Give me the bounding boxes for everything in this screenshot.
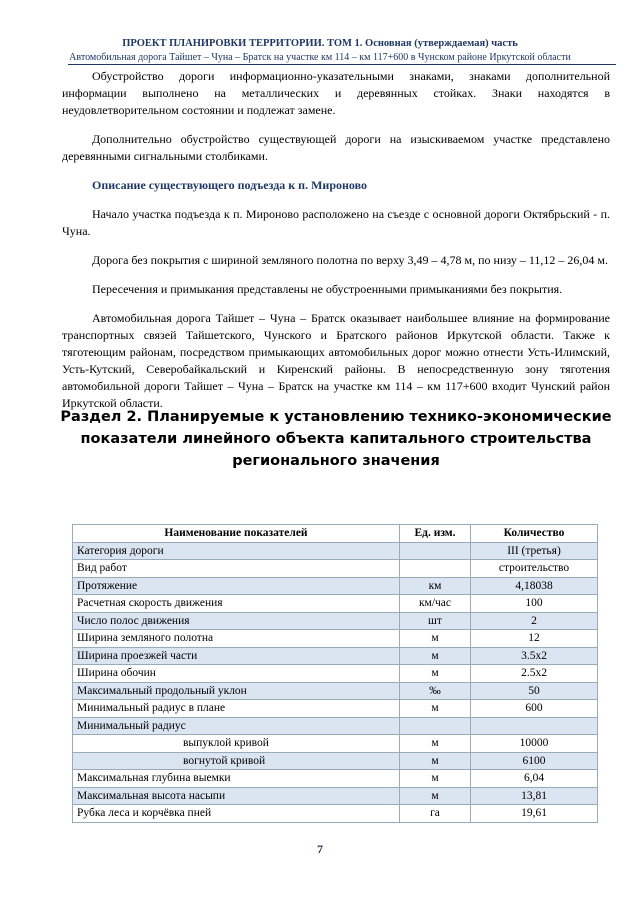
cell-unit: ‰ xyxy=(400,682,471,700)
col-header-qty: Количество xyxy=(471,525,598,543)
cell-qty: 100 xyxy=(471,595,598,613)
cell-unit: м xyxy=(400,735,471,753)
table-row xyxy=(73,647,598,665)
cell-name: Ширина проезжей части xyxy=(73,647,400,665)
section-heading-line2: показатели линейного объекта капитального строительства xyxy=(80,431,592,447)
paragraph-crossings: Пересечения и примыкания представлены не обустроенными примыканиями без покрытия. xyxy=(92,282,563,296)
cell-qty: 12 xyxy=(471,630,598,648)
cell-unit: м xyxy=(400,787,471,805)
cell-name: Максимальный продольный уклон xyxy=(73,682,400,700)
paragraph-posts: Дополнительно обустройство существующей дороги на изыскиваемом участке представлено деревянными сигнальными столбиками. xyxy=(62,132,610,163)
table-row xyxy=(73,700,598,718)
cell-unit xyxy=(400,542,471,560)
cell-name: Протяжение xyxy=(73,577,400,595)
cell-name: Минимальный радиус xyxy=(73,717,400,735)
cell-unit: м xyxy=(400,647,471,665)
cell-name: Рубка леса и корчёвка пней xyxy=(73,805,400,823)
indicators-table xyxy=(72,524,598,823)
cell-qty: 4,18038 xyxy=(471,577,598,595)
running-header-subtitle: Автомобильная дорога Тайшет – Чуна – Братск на участке км 114 – км 117+600 в Чунском районе Иркутской области xyxy=(69,52,571,63)
table-row xyxy=(73,805,598,823)
paragraph-start: Начало участка подъезда к п. Мироново расположено на съезде с основной дороги Октябрьский - п. Чуна. xyxy=(62,207,610,238)
running-header-title: ПРОЕКТ ПЛАНИРОВКИ ТЕРРИТОРИИ. ТОМ 1. Основная (утверждаемая) часть xyxy=(122,38,518,49)
table-row xyxy=(73,682,598,700)
cell-name: Число полос движения xyxy=(73,612,400,630)
section-heading-line1: Раздел 2. Планируемые к установлению технико-экономические xyxy=(60,409,612,425)
table-row xyxy=(73,577,598,595)
cell-qty: 50 xyxy=(471,682,598,700)
table-row xyxy=(73,735,598,753)
cell-name: Ширина земляного полотна xyxy=(73,630,400,648)
header-divider xyxy=(68,64,616,65)
table-row xyxy=(73,542,598,560)
table-header-row xyxy=(73,525,598,543)
paragraph-influence: Автомобильная дорога Тайшет – Чуна – Братск оказывает наибольшее влияние на формирование транспортных связей Тайшетского, Чунского и Братского районов Иркутской области. Также к тяготеющим районам, посредством примыкающих автомобильных дорог можно отнести Усть-Илимский, Усть-Кутский, Северобайкальский и Киренский районы. В непосредственную зону тяготения автомобильной дороги Тайшет – Чуна – Братск на участке км 114 – км 117+600 входит Чунский район Иркутской области. xyxy=(62,311,610,410)
paragraph-road-width: Дорога без покрытия с шириной земляного полотна по верху 3,49 – 4,78 м, по низу – 11,12 – 26,04 м. xyxy=(92,253,609,267)
cell-unit: шт xyxy=(400,612,471,630)
cell-unit: м xyxy=(400,770,471,788)
cell-unit: м xyxy=(400,630,471,648)
cell-qty: III (третья) xyxy=(471,542,598,560)
cell-unit xyxy=(400,560,471,578)
cell-unit: м xyxy=(400,665,471,683)
cell-name: Вид работ xyxy=(73,560,400,578)
cell-qty: 19,61 xyxy=(471,805,598,823)
cell-qty: 3.5х2 xyxy=(471,647,598,665)
table-row xyxy=(73,717,598,735)
subheading-mironovo: Описание существующего подъезда к п. Мироново xyxy=(92,178,368,192)
cell-name: Максимальная глубина выемки xyxy=(73,770,400,788)
table-row xyxy=(73,787,598,805)
table-row xyxy=(73,770,598,788)
paragraph-signs: Обустройство дороги информационно-указательными знаками, знаками дополнительной информации выполнено на металлических и деревянных стойках. Знаки находятся в неудовлетворительном состоянии и подлежат замене. xyxy=(62,69,610,117)
table-row xyxy=(73,560,598,578)
cell-qty: 10000 xyxy=(471,735,598,753)
cell-qty: строительство xyxy=(471,560,598,578)
cell-unit: км/час xyxy=(400,595,471,613)
cell-unit: м xyxy=(400,752,471,770)
cell-name: Категория дороги xyxy=(73,542,400,560)
cell-unit: га xyxy=(400,805,471,823)
table-row xyxy=(73,595,598,613)
cell-unit: км xyxy=(400,577,471,595)
cell-qty: 13,81 xyxy=(471,787,598,805)
table-row xyxy=(73,665,598,683)
table-row xyxy=(73,612,598,630)
cell-name: вогнутой кривой xyxy=(73,752,400,770)
col-header-name: Наименование показателей xyxy=(73,525,400,543)
cell-qty: 2.5х2 xyxy=(471,665,598,683)
cell-unit: м xyxy=(400,700,471,718)
cell-qty: 600 xyxy=(471,700,598,718)
cell-name: выпуклой кривой xyxy=(73,735,400,753)
page-number: 7 xyxy=(317,842,323,856)
section-heading-line3: регионального значения xyxy=(232,453,440,469)
cell-name: Максимальная высота насыпи xyxy=(73,787,400,805)
cell-name: Расчетная скорость движения xyxy=(73,595,400,613)
cell-qty: 6100 xyxy=(471,752,598,770)
body-text xyxy=(62,68,610,412)
cell-qty: 6,04 xyxy=(471,770,598,788)
cell-name: Минимальный радиус в плане xyxy=(73,700,400,718)
table-row xyxy=(73,630,598,648)
table-row xyxy=(73,752,598,770)
section-heading xyxy=(60,406,612,472)
cell-qty: 2 xyxy=(471,612,598,630)
cell-qty xyxy=(471,717,598,735)
cell-name: Ширина обочин xyxy=(73,665,400,683)
col-header-unit: Ед. изм. xyxy=(400,525,471,543)
cell-unit xyxy=(400,717,471,735)
